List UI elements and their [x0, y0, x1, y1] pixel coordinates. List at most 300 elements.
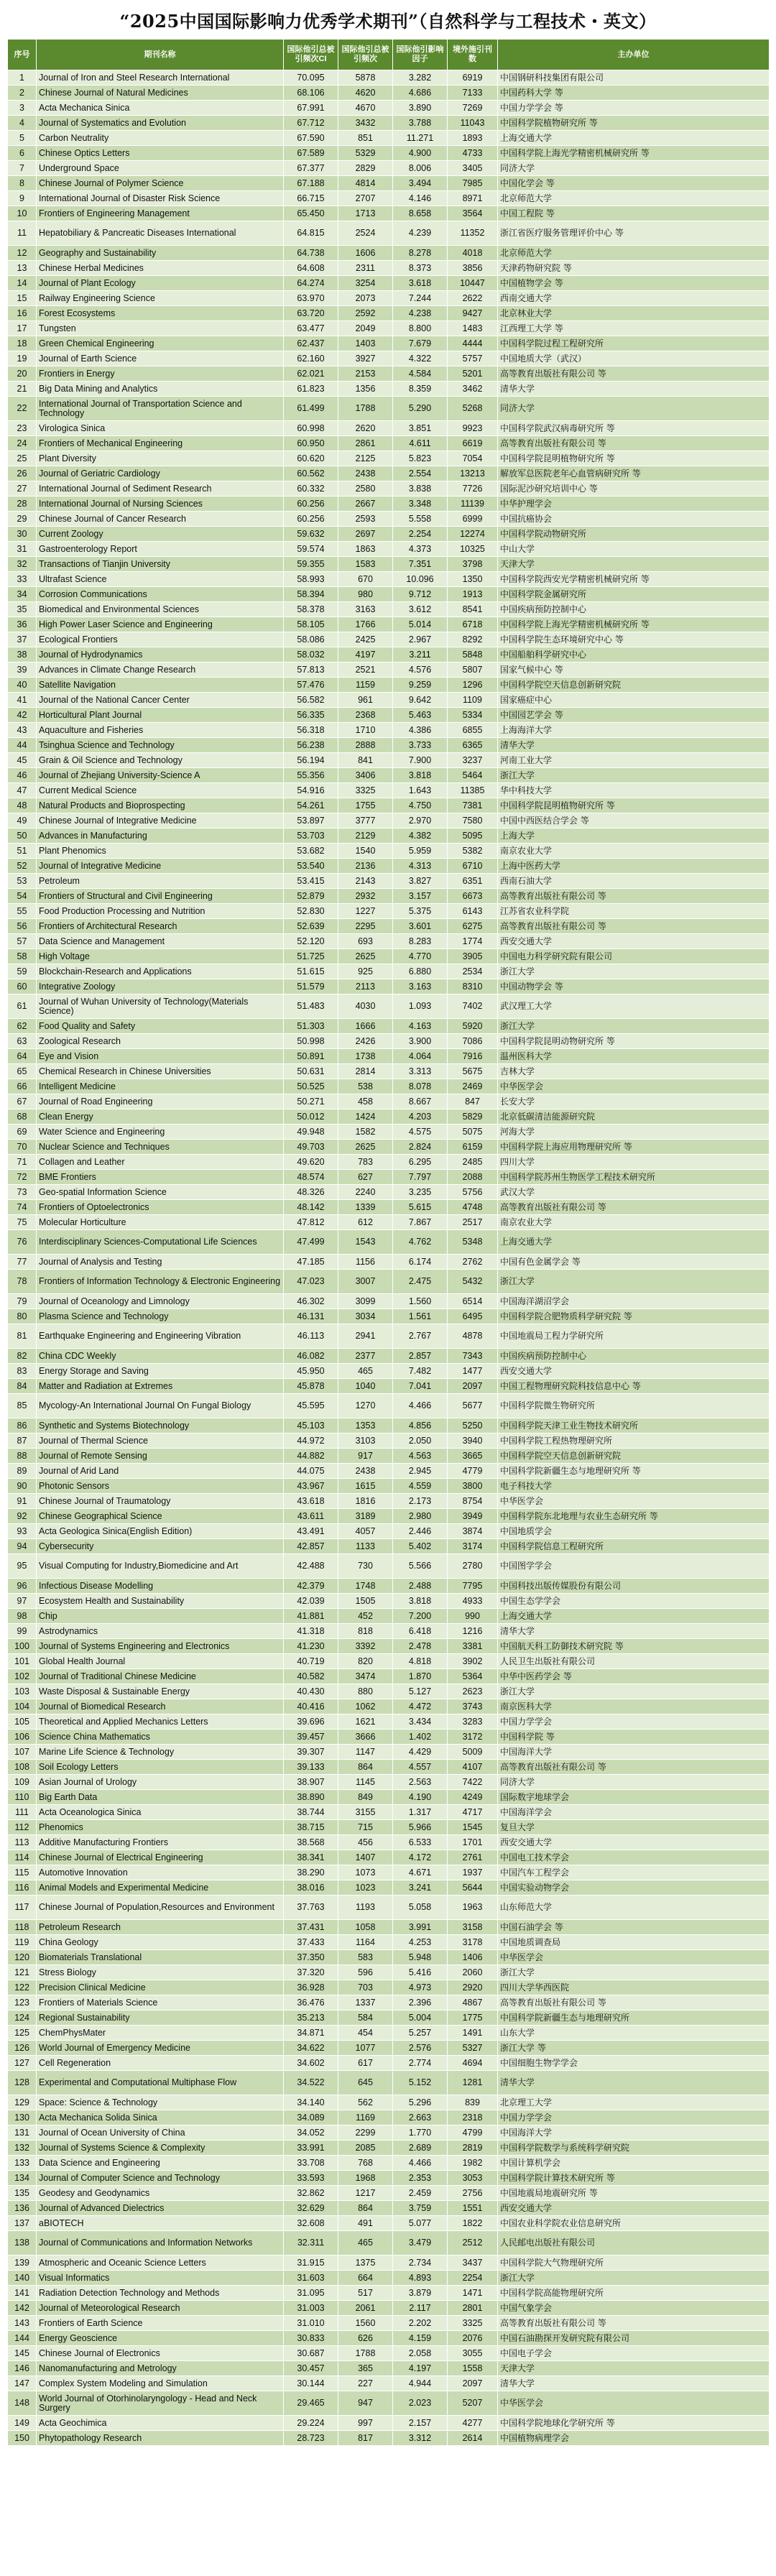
- journal-name-cell: Data Science and Management: [37, 934, 284, 949]
- impact-factor-cell: 4.197: [393, 2361, 448, 2376]
- cci-cell: 35.213: [284, 2011, 338, 2026]
- journal-name-cell: Frontiers of Optoelectronics: [37, 1200, 284, 1215]
- cci-cell: 57.813: [284, 663, 338, 678]
- total-citations-cell: 4197: [338, 647, 393, 663]
- sponsor-cell: 中国中西医结合学会 等: [498, 813, 770, 828]
- table-row: [8, 382, 770, 397]
- journal-name-cell: Journal of Wuhan University of Technology(Materials Science): [37, 994, 284, 1019]
- impact-factor-cell: 9.642: [393, 693, 448, 708]
- cci-cell: 39.307: [284, 1745, 338, 1760]
- journal-name-cell: China Geology: [37, 1935, 284, 1950]
- cci-cell: 40.430: [284, 1684, 338, 1699]
- journal-name-cell: Phenomics: [37, 1820, 284, 1835]
- sponsor-cell: 人民卫生出版社有限公司: [498, 1654, 770, 1669]
- total-citations-cell: 3474: [338, 1669, 393, 1684]
- header-total-citations: 国际他引总被引频次: [338, 40, 393, 70]
- sponsor-cell: 清华大学: [498, 738, 770, 753]
- journal-name-cell: Aquaculture and Fisheries: [37, 723, 284, 738]
- total-citations-cell: 670: [338, 572, 393, 587]
- cci-cell: 39.133: [284, 1760, 338, 1775]
- sponsor-cell: 河海大学: [498, 1125, 770, 1140]
- rank-cell: 66: [8, 1079, 37, 1094]
- cci-cell: 51.579: [284, 979, 338, 994]
- sponsor-cell: 国际泥沙研究培训中心 等: [498, 481, 770, 497]
- total-citations-cell: 1337: [338, 1995, 393, 2011]
- impact-factor-cell: 7.351: [393, 557, 448, 572]
- journal-name-cell: Energy Geoscience: [37, 2331, 284, 2346]
- sponsor-cell: 西南交通大学: [498, 291, 770, 306]
- table-row: [8, 678, 770, 693]
- table-row: [8, 70, 770, 86]
- table-row: [8, 1524, 770, 1539]
- table-row: [8, 1995, 770, 2011]
- rank-cell: 85: [8, 1394, 37, 1418]
- total-citations-cell: 3007: [338, 1270, 393, 1294]
- rank-cell: 138: [8, 2231, 37, 2256]
- impact-factor-cell: 4.973: [393, 1980, 448, 1995]
- table-row: [8, 1434, 770, 1449]
- total-citations-cell: 1062: [338, 1699, 393, 1714]
- cci-cell: 60.950: [284, 436, 338, 451]
- sponsor-cell: 浙江大学: [498, 964, 770, 979]
- rank-cell: 48: [8, 798, 37, 813]
- sponsor-cell: 武汉理工大学: [498, 994, 770, 1019]
- impact-factor-cell: 4.576: [393, 663, 448, 678]
- total-citations-cell: 1356: [338, 382, 393, 397]
- journal-name-cell: Big Data Mining and Analytics: [37, 382, 284, 397]
- journal-name-cell: Cybersecurity: [37, 1539, 284, 1554]
- impact-factor-cell: 2.824: [393, 1140, 448, 1155]
- citing-journals-cell: 6514: [448, 1294, 498, 1309]
- citing-journals-cell: 4249: [448, 1790, 498, 1805]
- rank-cell: 80: [8, 1309, 37, 1324]
- sponsor-cell: 浙江大学: [498, 768, 770, 783]
- sponsor-cell: 中国农业科学院农业信息研究所: [498, 2216, 770, 2231]
- table-row: [8, 632, 770, 647]
- sponsor-cell: 南京农业大学: [498, 1215, 770, 1230]
- citing-journals-cell: 4277: [448, 2416, 498, 2431]
- citing-journals-cell: 4107: [448, 1760, 498, 1775]
- journal-name-cell: ChemPhysMater: [37, 2026, 284, 2041]
- journal-name-cell: Chinese Journal of Traumatology: [37, 1494, 284, 1509]
- citing-journals-cell: 11385: [448, 783, 498, 798]
- rank-cell: 30: [8, 527, 37, 542]
- rank-cell: 61: [8, 994, 37, 1019]
- cci-cell: 57.476: [284, 678, 338, 693]
- journal-name-cell: Chinese Journal of Population,Resources and Environment: [37, 1896, 284, 1920]
- journal-name-cell: Journal of Systems Engineering and Electronics: [37, 1639, 284, 1654]
- sponsor-cell: 清华大学: [498, 1624, 770, 1639]
- citing-journals-cell: 3940: [448, 1434, 498, 1449]
- rank-cell: 142: [8, 2301, 37, 2316]
- cci-cell: 38.341: [284, 1850, 338, 1865]
- table-row: [8, 2095, 770, 2110]
- sponsor-cell: 北京师范大学: [498, 191, 770, 206]
- citing-journals-cell: 5334: [448, 708, 498, 723]
- journal-name-cell: World Journal of Otorhinolaryngology - Head and Neck Surgery: [37, 2391, 284, 2416]
- impact-factor-cell: 2.117: [393, 2301, 448, 2316]
- total-citations-cell: 1863: [338, 542, 393, 557]
- journal-name-cell: Phytopathology Research: [37, 2431, 284, 2446]
- cci-cell: 34.089: [284, 2110, 338, 2125]
- total-citations-cell: 2932: [338, 889, 393, 904]
- sponsor-cell: 中国科学院天津工业生物技术研究所: [498, 1418, 770, 1434]
- total-citations-cell: 1788: [338, 397, 393, 421]
- rank-cell: 112: [8, 1820, 37, 1835]
- table-row: [8, 1760, 770, 1775]
- table-row: [8, 1865, 770, 1880]
- table-row: [8, 2231, 770, 2256]
- table-row: [8, 1170, 770, 1185]
- journal-name-cell: Virologica Sinica: [37, 421, 284, 436]
- impact-factor-cell: 1.770: [393, 2125, 448, 2141]
- cci-cell: 52.639: [284, 919, 338, 934]
- citing-journals-cell: 1350: [448, 572, 498, 587]
- total-citations-cell: 849: [338, 1790, 393, 1805]
- citing-journals-cell: 2761: [448, 1850, 498, 1865]
- rank-cell: 96: [8, 1579, 37, 1594]
- cci-cell: 44.075: [284, 1464, 338, 1479]
- citing-journals-cell: 7422: [448, 1775, 498, 1790]
- rank-cell: 146: [8, 2361, 37, 2376]
- impact-factor-cell: 7.867: [393, 1215, 448, 1230]
- journal-name-cell: Stress Biology: [37, 1965, 284, 1980]
- total-citations-cell: 1615: [338, 1479, 393, 1494]
- impact-factor-cell: 3.282: [393, 70, 448, 86]
- rank-cell: 108: [8, 1760, 37, 1775]
- cci-cell: 64.815: [284, 221, 338, 246]
- impact-factor-cell: 6.880: [393, 964, 448, 979]
- sponsor-cell: 中国疾病预防控制中心: [498, 1349, 770, 1364]
- journal-name-cell: Frontiers of Information Technology & Electronic Engineering: [37, 1270, 284, 1294]
- total-citations-cell: 2377: [338, 1349, 393, 1364]
- table-row: [8, 663, 770, 678]
- total-citations-cell: 1159: [338, 678, 393, 693]
- table-row: [8, 146, 770, 161]
- cci-cell: 60.256: [284, 497, 338, 512]
- table-row: [8, 798, 770, 813]
- rank-cell: 129: [8, 2095, 37, 2110]
- citing-journals-cell: 6159: [448, 1140, 498, 1155]
- rank-cell: 137: [8, 2216, 37, 2231]
- impact-factor-cell: 4.386: [393, 723, 448, 738]
- table-row: [8, 1140, 770, 1155]
- citing-journals-cell: 3902: [448, 1654, 498, 1669]
- cci-cell: 46.082: [284, 1349, 338, 1364]
- sponsor-cell: 高等教育出版社有限公司 等: [498, 1200, 770, 1215]
- total-citations-cell: 730: [338, 1554, 393, 1579]
- cci-cell: 62.021: [284, 366, 338, 382]
- table-row: [8, 1745, 770, 1760]
- sponsor-cell: 中国海洋湖沼学会: [498, 1294, 770, 1309]
- cci-cell: 58.086: [284, 632, 338, 647]
- rank-cell: 56: [8, 919, 37, 934]
- journal-name-cell: Food Quality and Safety: [37, 1019, 284, 1034]
- citing-journals-cell: 5920: [448, 1019, 498, 1034]
- citing-journals-cell: 2517: [448, 1215, 498, 1230]
- total-citations-cell: 2061: [338, 2301, 393, 2316]
- sponsor-cell: 中国科学院地球化学研究所 等: [498, 2416, 770, 2431]
- citing-journals-cell: 2623: [448, 1684, 498, 1699]
- sponsor-cell: 上海交通大学: [498, 1609, 770, 1624]
- journal-name-cell: Marine Life Science & Technology: [37, 1745, 284, 1760]
- total-citations-cell: 3325: [338, 783, 393, 798]
- citing-journals-cell: 5095: [448, 828, 498, 844]
- cci-cell: 54.261: [284, 798, 338, 813]
- table-row: [8, 904, 770, 919]
- total-citations-cell: 1748: [338, 1579, 393, 1594]
- journal-name-cell: Journal of Traditional Chinese Medicine: [37, 1669, 284, 1684]
- impact-factor-cell: 4.313: [393, 859, 448, 874]
- sponsor-cell: 中国电子学会: [498, 2346, 770, 2361]
- citing-journals-cell: 7086: [448, 1034, 498, 1049]
- journal-name-cell: Frontiers of Structural and Civil Engineering: [37, 889, 284, 904]
- impact-factor-cell: 9.259: [393, 678, 448, 693]
- cci-cell: 50.525: [284, 1079, 338, 1094]
- table-row: [8, 2156, 770, 2171]
- cci-cell: 55.356: [284, 768, 338, 783]
- citing-journals-cell: 7795: [448, 1579, 498, 1594]
- header-citing-journals: 境外施引刊数: [448, 40, 498, 70]
- journal-name-cell: Grain & Oil Science and Technology: [37, 753, 284, 768]
- sponsor-cell: 高等教育出版社有限公司 等: [498, 366, 770, 382]
- table-row: [8, 1820, 770, 1835]
- table-row: [8, 116, 770, 131]
- cci-cell: 30.144: [284, 2376, 338, 2391]
- impact-factor-cell: 1.643: [393, 783, 448, 798]
- rank-cell: 100: [8, 1639, 37, 1654]
- citing-journals-cell: 1477: [448, 1364, 498, 1379]
- cci-cell: 30.687: [284, 2346, 338, 2361]
- impact-factor-cell: 6.174: [393, 1255, 448, 1270]
- journal-name-cell: Gastroenterology Report: [37, 542, 284, 557]
- cci-cell: 30.457: [284, 2361, 338, 2376]
- sponsor-cell: 国际数字地球学会: [498, 1790, 770, 1805]
- table-row: [8, 949, 770, 964]
- total-citations-cell: 3666: [338, 1730, 393, 1745]
- total-citations-cell: 1816: [338, 1494, 393, 1509]
- cci-cell: 37.763: [284, 1896, 338, 1920]
- citing-journals-cell: 2614: [448, 2431, 498, 2446]
- journal-name-cell: International Journal of Disaster Risk Science: [37, 191, 284, 206]
- cci-cell: 52.879: [284, 889, 338, 904]
- total-citations-cell: 1133: [338, 1539, 393, 1554]
- citing-journals-cell: 13213: [448, 466, 498, 481]
- journal-name-cell: Journal of Remote Sensing: [37, 1449, 284, 1464]
- citing-journals-cell: 2318: [448, 2110, 498, 2125]
- citing-journals-cell: 5075: [448, 1125, 498, 1140]
- table-row: [8, 979, 770, 994]
- table-row: [8, 1790, 770, 1805]
- sponsor-cell: 中国地质调查局: [498, 1935, 770, 1950]
- cci-cell: 50.998: [284, 1034, 338, 1049]
- impact-factor-cell: 10.096: [393, 572, 448, 587]
- impact-factor-cell: 4.575: [393, 1125, 448, 1140]
- total-citations-cell: 2592: [338, 306, 393, 321]
- table-row: [8, 2346, 770, 2361]
- journal-name-cell: Precision Clinical Medicine: [37, 1980, 284, 1995]
- table-row: [8, 1699, 770, 1714]
- rank-cell: 116: [8, 1880, 37, 1896]
- impact-factor-cell: 2.563: [393, 1775, 448, 1790]
- impact-factor-cell: 4.382: [393, 828, 448, 844]
- rank-cell: 101: [8, 1654, 37, 1669]
- cci-cell: 29.224: [284, 2416, 338, 2431]
- rank-cell: 102: [8, 1669, 37, 1684]
- cci-cell: 47.023: [284, 1270, 338, 1294]
- rank-cell: 54: [8, 889, 37, 904]
- citing-journals-cell: 6495: [448, 1309, 498, 1324]
- impact-factor-cell: 3.900: [393, 1034, 448, 1049]
- rank-cell: 5: [8, 131, 37, 146]
- sponsor-cell: 天津大学: [498, 557, 770, 572]
- total-citations-cell: 1058: [338, 1920, 393, 1935]
- rank-cell: 44: [8, 738, 37, 753]
- rank-cell: 25: [8, 451, 37, 466]
- total-citations-cell: 491: [338, 2216, 393, 2231]
- impact-factor-cell: 3.827: [393, 874, 448, 889]
- table-row: [8, 451, 770, 466]
- table-row: [8, 2271, 770, 2286]
- table-row: [8, 1464, 770, 1479]
- sponsor-cell: 中国航天科工防御技术研究院 等: [498, 1639, 770, 1654]
- journal-name-cell: Zoological Research: [37, 1034, 284, 1049]
- impact-factor-cell: 2.446: [393, 1524, 448, 1539]
- sponsor-cell: 国家气候中心 等: [498, 663, 770, 678]
- journal-name-cell: Clean Energy: [37, 1109, 284, 1125]
- rank-cell: 76: [8, 1230, 37, 1255]
- cci-cell: 33.708: [284, 2156, 338, 2171]
- impact-factor-cell: 3.851: [393, 421, 448, 436]
- journal-name-cell: Acta Oceanologica Sinica: [37, 1805, 284, 1820]
- citing-journals-cell: 3437: [448, 2256, 498, 2271]
- table-row: [8, 366, 770, 382]
- table-row: [8, 2331, 770, 2346]
- table-row: [8, 1309, 770, 1324]
- cci-cell: 58.378: [284, 602, 338, 617]
- table-row: [8, 1950, 770, 1965]
- journal-name-cell: Advances in Manufacturing: [37, 828, 284, 844]
- table-row: [8, 86, 770, 101]
- total-citations-cell: 1710: [338, 723, 393, 738]
- rank-cell: 90: [8, 1479, 37, 1494]
- sponsor-cell: 中国科学院西安光学精密机械研究所 等: [498, 572, 770, 587]
- impact-factor-cell: 1.560: [393, 1294, 448, 1309]
- cci-cell: 60.620: [284, 451, 338, 466]
- impact-factor-cell: 4.818: [393, 1654, 448, 1669]
- cci-cell: 34.622: [284, 2041, 338, 2056]
- total-citations-cell: 1583: [338, 557, 393, 572]
- impact-factor-cell: 1.870: [393, 1669, 448, 1684]
- journal-name-cell: Matter and Radiation at Extremes: [37, 1379, 284, 1394]
- cci-cell: 61.823: [284, 382, 338, 397]
- table-row: [8, 2216, 770, 2231]
- rank-cell: 17: [8, 321, 37, 336]
- cci-cell: 42.039: [284, 1594, 338, 1609]
- cci-cell: 56.238: [284, 738, 338, 753]
- impact-factor-cell: 2.202: [393, 2316, 448, 2331]
- journal-name-cell: Journal of Analysis and Testing: [37, 1255, 284, 1270]
- rank-cell: 7: [8, 161, 37, 176]
- sponsor-cell: 中国植物病理学会: [498, 2431, 770, 2446]
- total-citations-cell: 1270: [338, 1394, 393, 1418]
- sponsor-cell: 中国科学院动物研究所: [498, 527, 770, 542]
- impact-factor-cell: 4.557: [393, 1760, 448, 1775]
- cci-cell: 56.194: [284, 753, 338, 768]
- citing-journals-cell: 1545: [448, 1820, 498, 1835]
- citing-journals-cell: 7269: [448, 101, 498, 116]
- sponsor-cell: 同济大学: [498, 161, 770, 176]
- impact-factor-cell: 5.823: [393, 451, 448, 466]
- citing-journals-cell: 5364: [448, 1669, 498, 1684]
- journal-name-cell: Biomaterials Translational: [37, 1950, 284, 1965]
- journal-name-cell: Chip: [37, 1609, 284, 1624]
- table-row: [8, 221, 770, 246]
- total-citations-cell: 1666: [338, 1019, 393, 1034]
- sponsor-cell: 电子科技大学: [498, 1479, 770, 1494]
- total-citations-cell: 3432: [338, 116, 393, 131]
- journal-name-cell: Journal of Systematics and Evolution: [37, 116, 284, 131]
- sponsor-cell: 高等教育出版社有限公司 等: [498, 1760, 770, 1775]
- total-citations-cell: 1403: [338, 336, 393, 351]
- cci-cell: 62.437: [284, 336, 338, 351]
- sponsor-cell: 浙江大学 等: [498, 2041, 770, 2056]
- impact-factor-cell: 3.157: [393, 889, 448, 904]
- citing-journals-cell: 4444: [448, 336, 498, 351]
- impact-factor-cell: 5.127: [393, 1684, 448, 1699]
- sponsor-cell: 中国药科大学 等: [498, 86, 770, 101]
- total-citations-cell: 4030: [338, 994, 393, 1019]
- rank-cell: 69: [8, 1125, 37, 1140]
- journal-name-cell: Chinese Journal of Integrative Medicine: [37, 813, 284, 828]
- journal-name-cell: High Voltage: [37, 949, 284, 964]
- cci-cell: 54.916: [284, 783, 338, 798]
- sponsor-cell: 清华大学: [498, 382, 770, 397]
- impact-factor-cell: 3.434: [393, 1714, 448, 1730]
- sponsor-cell: 中国汽车工程学会: [498, 1865, 770, 1880]
- table-row: [8, 753, 770, 768]
- cci-cell: 59.574: [284, 542, 338, 557]
- journal-name-cell: Data Science and Engineering: [37, 2156, 284, 2171]
- rank-cell: 82: [8, 1349, 37, 1364]
- sponsor-cell: 中国科学院苏州生物医学工程技术研究所: [498, 1170, 770, 1185]
- rank-cell: 75: [8, 1215, 37, 1230]
- cci-cell: 33.593: [284, 2171, 338, 2186]
- impact-factor-cell: 4.203: [393, 1109, 448, 1125]
- cci-cell: 37.433: [284, 1935, 338, 1950]
- rank-cell: 94: [8, 1539, 37, 1554]
- journal-name-cell: Theoretical and Applied Mechanics Letters: [37, 1714, 284, 1730]
- sponsor-cell: 西安交通大学: [498, 1835, 770, 1850]
- citing-journals-cell: 9923: [448, 421, 498, 436]
- impact-factor-cell: 2.774: [393, 2056, 448, 2071]
- total-citations-cell: 2667: [338, 497, 393, 512]
- table-body: [8, 70, 770, 2446]
- rank-cell: 71: [8, 1155, 37, 1170]
- citing-journals-cell: 4018: [448, 246, 498, 261]
- table-row: [8, 161, 770, 176]
- table-row: [8, 397, 770, 421]
- total-citations-cell: 2593: [338, 512, 393, 527]
- total-citations-cell: 3927: [338, 351, 393, 366]
- rank-cell: 46: [8, 768, 37, 783]
- impact-factor-cell: 8.359: [393, 382, 448, 397]
- total-citations-cell: 1407: [338, 1850, 393, 1865]
- rank-cell: 36: [8, 617, 37, 632]
- cci-cell: 36.476: [284, 1995, 338, 2011]
- total-citations-cell: 2707: [338, 191, 393, 206]
- impact-factor-cell: 2.173: [393, 1494, 448, 1509]
